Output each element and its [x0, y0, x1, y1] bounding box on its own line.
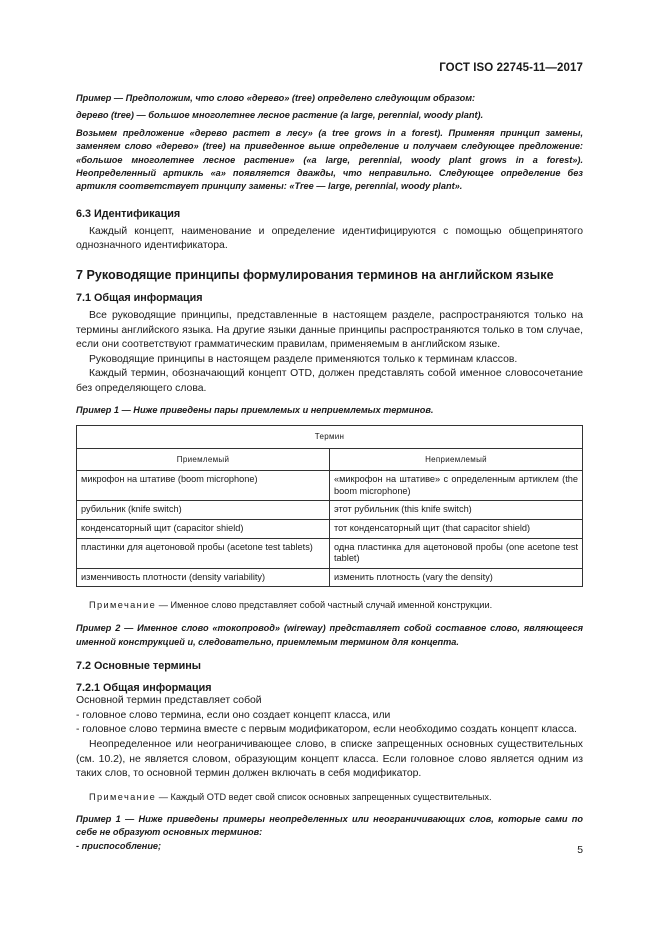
table-row — [77, 568, 583, 587]
note-otd-list — [76, 791, 583, 804]
note-text: — Каждый OTD ведет свой список основных запрещенных существительных. — [156, 791, 492, 802]
note-label: Примечание — [89, 791, 157, 802]
note-text: — Именное слово представляет собой частный случай именной конструкции. — [156, 600, 493, 611]
standard-header: ГОСТ ISO 22745-11—2017 — [439, 62, 583, 74]
example-1-indefinite-words: Пример 1 — Ниже приведены примеры неопределенных или неограничивающих слов, которые сами по себе не образуют основных терминов: — [76, 813, 583, 838]
section-7-2-title: 7.2 Основные термины — [76, 660, 202, 673]
table-cell-unacceptable: тот конденсаторный щит (that capacitor shield) — [330, 519, 583, 538]
table-row — [77, 519, 583, 538]
page-number: 5 — [577, 845, 583, 856]
section-7-1-p1: Все руководящие принципы, представленные в настоящем разделе, распространяются только на термины английского языка. На другие языки данные принципы распространяются только в том случае, если они соответствуют грамматическим правилам, применяемым в английском языке. — [76, 310, 583, 351]
example-1-terms: Пример 1 — Ниже приведены пары приемлемых и неприемлемых терминов. — [76, 404, 434, 415]
bullet-item: - головное слово термина вместе с первым модификатором, если необходимо создать концепт класса. — [76, 724, 577, 736]
example-2-wireway: Пример 2 — Именное слово «токопровод» (wireway) представляет собой составное слово, являющееся именной конструкцией и, следовательно, приемлемым термином для концепта. — [76, 623, 583, 647]
table-cell-unacceptable: одна пластинка для ацетоновой пробы (one acetone test tablet) — [330, 538, 583, 568]
example-substitution: Возьмем предложение «дерево растет в лесу» (a tree grows in a forest). Применяя принцип замены, заменяем слово «дерево» (tree) на приведенное выше определение и получаем следующее предложение: «большое многолетнее лесное растение» («a large, perennial, woody plant grows in a forest»). Неопределенный артикль «a» появляется дважды, что неправильно. Следующее определение без артикля соответствует принципу замены: «Tree — large, perennial, woody plant». — [76, 127, 583, 192]
section-7-1-title: 7.1 Общая информация — [76, 292, 203, 305]
section-7-title: 7 Руководящие принципы формулирования терминов на английском языке — [76, 268, 554, 283]
example-definition: дерево (tree) — большое многолетнее лесное растение (a large, perennial, woody plant). — [76, 110, 484, 121]
table-cell-acceptable: рубильник (knife switch) — [77, 501, 330, 520]
table-header-row — [77, 426, 583, 449]
table-subheader-row — [77, 448, 583, 471]
table-col-unacceptable: Неприемлемый — [330, 448, 583, 471]
table-row — [77, 471, 583, 501]
table-cell-unacceptable: этот рубильник (this knife switch) — [330, 501, 583, 520]
note-noun-word — [76, 599, 583, 612]
section-6-3-title: 6.3 Идентификация — [76, 207, 181, 220]
example-list-item: - приспособление; — [76, 840, 162, 851]
table-cell-acceptable: микрофон на штативе (boom microphone) — [77, 471, 330, 501]
table-cell-acceptable: пластинки для ацетоновой пробы (acetone test tablets) — [77, 538, 330, 568]
section-7-1-p3: Каждый термин, обозначающий концепт OTD, должен представлять собой именное словосочетание без определяющего слова. — [76, 368, 583, 394]
table-row — [77, 501, 583, 520]
table-cell-acceptable: конденсаторный щит (capacitor shield) — [77, 519, 330, 538]
table-col-acceptable: Приемлемый — [77, 448, 330, 471]
page-content — [76, 92, 583, 853]
section-7-2-1-p2: Неопределенное или неограничивающее слово, в списке запрещенных основных существительных (см. 10.2), не является словом, образующим концепт класса. Если головное слово является одним из таких слов, то основной термин должен включать в себя модификатор. — [76, 738, 583, 780]
table-row — [77, 538, 583, 568]
table-header-term: Термин — [77, 426, 583, 449]
table-cell-acceptable: изменчивость плотности (density variability) — [77, 568, 330, 587]
section-7-2-1-p1: Основной термин представляет собой — [76, 695, 262, 707]
section-6-3-text: Каждый концепт, наименование и определение идентифицируются с помощью общепринятого однозначного идентификатора. — [76, 225, 583, 252]
section-7-1-p2: Руководящие принципы в настоящем разделе применяются только к терминам классов. — [89, 353, 518, 365]
section-7-2-1-title: 7.2.1 Общая информация — [76, 682, 212, 695]
table-cell-unacceptable: изменить плотность (vary the density) — [330, 568, 583, 587]
bullet-item: - головное слово термина, если оно создает концепт класса, или — [76, 709, 391, 721]
table-cell-unacceptable: «микрофон на штативе» с определенным артиклем (the boom microphone) — [330, 471, 583, 501]
terms-table — [76, 425, 583, 587]
note-label: Примечание — [89, 600, 157, 611]
example-intro: Пример — Предположим, что слово «дерево» (tree) определено следующим образом: — [76, 93, 476, 103]
